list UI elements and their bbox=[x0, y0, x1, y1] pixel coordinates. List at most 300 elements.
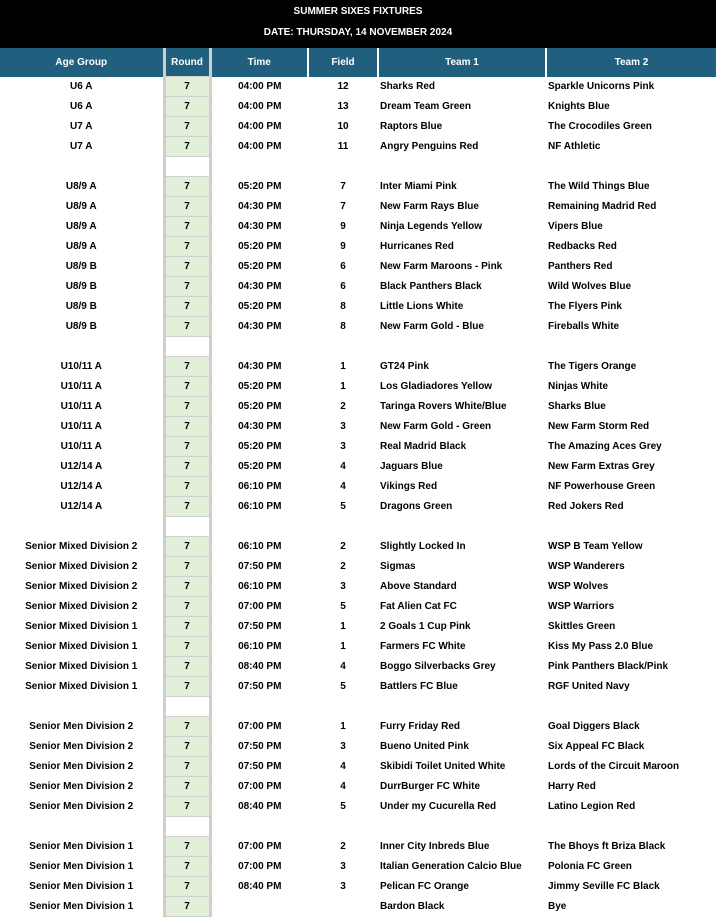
team-1-cell: Taringa Rovers White/Blue bbox=[380, 401, 507, 412]
team-2-cell: Panthers Red bbox=[548, 261, 613, 272]
spacer-cell bbox=[308, 697, 378, 717]
spacer-cell bbox=[210, 157, 308, 177]
spacer-cell bbox=[378, 517, 546, 537]
team-2-cell: Latino Legion Red bbox=[548, 801, 636, 812]
team-1-cell: Above Standard bbox=[380, 581, 457, 592]
team-1-cell: Fat Alien Cat FC bbox=[380, 601, 457, 612]
fixture-row bbox=[0, 277, 716, 297]
fixture-row bbox=[0, 437, 716, 457]
field-cell: 2 bbox=[340, 401, 346, 412]
round-cell: 7 bbox=[164, 837, 210, 857]
header-team-2: Team 2 bbox=[546, 48, 716, 77]
spacer-cell bbox=[378, 697, 546, 717]
time-cell: 07:50 PM bbox=[238, 681, 282, 692]
team-2-cell: NF Powerhouse Green bbox=[548, 481, 656, 492]
fixture-row bbox=[0, 657, 716, 677]
age-group-cell: Senior Men Division 2 bbox=[29, 801, 134, 812]
round-cell: 7 bbox=[164, 577, 210, 597]
field-cell: 7 bbox=[340, 181, 346, 192]
team-2-cell: The Crocodiles Green bbox=[548, 121, 652, 132]
spacer-cell bbox=[0, 817, 164, 837]
age-group-cell: Senior Men Division 2 bbox=[29, 781, 134, 792]
fixture-row bbox=[0, 797, 716, 817]
time-cell: 08:40 PM bbox=[238, 801, 282, 812]
spacer-cell bbox=[546, 517, 716, 537]
round-cell: 7 bbox=[164, 357, 210, 377]
fixture-row bbox=[0, 257, 716, 277]
team-2-cell: WSP Wolves bbox=[548, 581, 609, 592]
fixtures-table bbox=[0, 48, 716, 917]
round-cell: 7 bbox=[164, 417, 210, 437]
fixture-row bbox=[0, 417, 716, 437]
time-cell: 05:20 PM bbox=[238, 381, 282, 392]
round-cell: 7 bbox=[164, 197, 210, 217]
time-cell: 07:50 PM bbox=[238, 741, 282, 752]
team-1-cell: 2 Goals 1 Cup Pink bbox=[380, 621, 471, 632]
team-1-cell: Real Madrid Black bbox=[380, 441, 467, 452]
team-1-cell: Bardon Black bbox=[380, 901, 445, 912]
time-cell: 07:00 PM bbox=[238, 841, 282, 852]
team-1-cell: Little Lions White bbox=[380, 301, 464, 312]
team-2-cell: Bye bbox=[548, 901, 567, 912]
field-cell: 3 bbox=[340, 741, 346, 752]
fixture-row bbox=[0, 137, 716, 157]
age-group-cell: U12/14 A bbox=[60, 501, 103, 512]
round-cell: 7 bbox=[164, 717, 210, 737]
header-age-group: Age Group bbox=[0, 48, 164, 77]
team-1-cell: Skibidi Toilet United White bbox=[380, 761, 506, 772]
time-cell: 04:00 PM bbox=[238, 121, 282, 132]
age-group-cell: Senior Mixed Division 1 bbox=[25, 681, 138, 692]
team-2-cell: Pink Panthers Black/Pink bbox=[548, 661, 669, 672]
age-group-cell: Senior Mixed Division 2 bbox=[25, 561, 138, 572]
team-2-cell: The Bhoys ft Briza Black bbox=[548, 841, 666, 852]
time-cell: 04:00 PM bbox=[238, 81, 282, 92]
spacer-cell bbox=[164, 157, 210, 177]
field-cell: 2 bbox=[340, 561, 346, 572]
field-cell: 1 bbox=[340, 361, 346, 372]
fixture-row bbox=[0, 177, 716, 197]
team-1-cell: Sharks Red bbox=[380, 81, 436, 92]
age-group-cell: U8/9 B bbox=[65, 321, 97, 332]
team-1-cell: Dream Team Green bbox=[380, 101, 471, 112]
time-cell: 04:30 PM bbox=[238, 281, 282, 292]
time-cell: 07:00 PM bbox=[238, 601, 282, 612]
time-cell: 07:50 PM bbox=[238, 621, 282, 632]
team-1-cell: Inter Miami Pink bbox=[380, 181, 457, 192]
age-group-cell: U8/9 A bbox=[65, 241, 97, 252]
fixtures-date: DATE: THURSDAY, 14 NOVEMBER 2024 bbox=[263, 27, 453, 38]
field-cell: 11 bbox=[337, 141, 349, 152]
team-2-cell: The Wild Things Blue bbox=[548, 181, 650, 192]
field-cell: 3 bbox=[340, 441, 346, 452]
spacer-cell bbox=[210, 517, 308, 537]
team-2-cell: New Farm Extras Grey bbox=[548, 461, 655, 472]
team-1-cell: Dragons Green bbox=[380, 501, 453, 512]
age-group-cell: U8/9 B bbox=[65, 261, 97, 272]
age-group-cell: U12/14 A bbox=[60, 481, 103, 492]
round-cell: 7 bbox=[164, 557, 210, 577]
age-group-cell: Senior Men Division 2 bbox=[29, 761, 134, 772]
age-group-cell: U8/9 B bbox=[65, 281, 97, 292]
spacer-cell bbox=[546, 817, 716, 837]
field-cell: 1 bbox=[340, 721, 346, 732]
team-1-cell: Sigmas bbox=[380, 561, 416, 572]
team-2-cell: Sharks Blue bbox=[548, 401, 606, 412]
round-cell: 7 bbox=[164, 277, 210, 297]
time-cell: 07:50 PM bbox=[238, 561, 282, 572]
field-cell: 4 bbox=[340, 461, 346, 472]
time-cell: 04:30 PM bbox=[238, 201, 282, 212]
time-cell: 04:00 PM bbox=[238, 101, 282, 112]
round-cell: 7 bbox=[164, 497, 210, 517]
team-1-cell: GT24 Pink bbox=[380, 361, 429, 372]
spacer-cell bbox=[210, 337, 308, 357]
fixtures-body bbox=[0, 77, 716, 917]
team-2-cell: RGF United Navy bbox=[548, 681, 630, 692]
header-round: Round bbox=[164, 48, 210, 77]
round-cell: 7 bbox=[164, 237, 210, 257]
fixture-row bbox=[0, 497, 716, 517]
team-2-cell: WSP B Team Yellow bbox=[548, 541, 643, 552]
round-cell: 7 bbox=[164, 677, 210, 697]
team-2-cell: WSP Wanderers bbox=[548, 561, 625, 572]
age-group-cell: U12/14 A bbox=[60, 461, 103, 472]
round-cell: 7 bbox=[164, 257, 210, 277]
field-cell: 5 bbox=[340, 601, 346, 612]
fixture-row bbox=[0, 737, 716, 757]
fixture-row bbox=[0, 637, 716, 657]
team-1-cell: Furry Friday Red bbox=[380, 721, 461, 732]
fixture-row bbox=[0, 557, 716, 577]
team-2-cell: Harry Red bbox=[548, 781, 596, 792]
team-1-cell: New Farm Gold - Green bbox=[380, 421, 492, 432]
team-1-cell: New Farm Gold - Blue bbox=[380, 321, 484, 332]
time-cell: 05:20 PM bbox=[238, 241, 282, 252]
spacer-cell bbox=[210, 817, 308, 837]
age-group-cell: Senior Mixed Division 2 bbox=[25, 541, 138, 552]
time-cell: 07:50 PM bbox=[238, 761, 282, 772]
team-2-cell: Six Appeal FC Black bbox=[548, 741, 645, 752]
fixture-row bbox=[0, 757, 716, 777]
team-2-cell: Vipers Blue bbox=[548, 221, 603, 232]
time-cell bbox=[210, 897, 308, 917]
spacer-cell bbox=[164, 697, 210, 717]
fixture-row bbox=[0, 97, 716, 117]
time-cell: 07:00 PM bbox=[238, 781, 282, 792]
team-1-cell: Battlers FC Blue bbox=[380, 681, 458, 692]
team-2-cell: Kiss My Pass 2.0 Blue bbox=[548, 641, 654, 652]
field-cell: 9 bbox=[340, 221, 346, 232]
field-cell: 6 bbox=[340, 261, 346, 272]
time-cell: 06:10 PM bbox=[238, 501, 282, 512]
age-group-cell: Senior Mixed Division 1 bbox=[25, 661, 138, 672]
field-cell: 8 bbox=[340, 301, 346, 312]
field-cell: 2 bbox=[340, 841, 346, 852]
age-group-cell: U6 A bbox=[70, 101, 93, 112]
field-cell: 6 bbox=[340, 281, 346, 292]
spacer-cell bbox=[308, 337, 378, 357]
round-cell: 7 bbox=[164, 297, 210, 317]
team-2-cell: Wild Wolves Blue bbox=[548, 281, 632, 292]
field-cell: 3 bbox=[340, 581, 346, 592]
fixtures-title: SUMMER SIXES FIXTURES bbox=[293, 6, 423, 17]
spacer-cell bbox=[378, 817, 546, 837]
round-cell: 7 bbox=[164, 537, 210, 557]
spacer-cell bbox=[210, 697, 308, 717]
team-2-cell: The Tigers Orange bbox=[548, 361, 637, 372]
age-group-cell: Senior Mixed Division 2 bbox=[25, 581, 138, 592]
fixture-row bbox=[0, 217, 716, 237]
time-cell: 04:30 PM bbox=[238, 221, 282, 232]
fixture-row bbox=[0, 77, 716, 97]
fixture-row bbox=[0, 857, 716, 877]
spacer-cell bbox=[378, 337, 546, 357]
time-cell: 04:30 PM bbox=[238, 361, 282, 372]
header-row bbox=[0, 48, 716, 77]
team-2-cell: Red Jokers Red bbox=[548, 501, 624, 512]
spacer-cell bbox=[0, 697, 164, 717]
fixture-row bbox=[0, 877, 716, 897]
round-cell: 7 bbox=[164, 597, 210, 617]
team-1-cell: Under my Cucurella Red bbox=[380, 801, 497, 812]
team-1-cell: Angry Penguins Red bbox=[380, 141, 479, 152]
team-1-cell: Farmers FC White bbox=[380, 641, 466, 652]
time-cell: 05:20 PM bbox=[238, 181, 282, 192]
team-1-cell: Vikings Red bbox=[380, 481, 438, 492]
field-cell: 12 bbox=[337, 81, 349, 92]
age-group-cell: U8/9 A bbox=[65, 181, 97, 192]
field-cell: 4 bbox=[340, 481, 346, 492]
header-field: Field bbox=[308, 48, 378, 77]
team-2-cell: Sparkle Unicorns Pink bbox=[548, 81, 655, 92]
team-1-cell: Raptors Blue bbox=[380, 121, 443, 132]
round-cell: 7 bbox=[164, 437, 210, 457]
age-group-cell: Senior Mixed Division 1 bbox=[25, 641, 138, 652]
fixture-row bbox=[0, 597, 716, 617]
fixture-row bbox=[0, 317, 716, 337]
field-cell: 5 bbox=[340, 501, 346, 512]
field-cell: 3 bbox=[340, 421, 346, 432]
fixture-row bbox=[0, 197, 716, 217]
round-cell: 7 bbox=[164, 77, 210, 97]
field-cell: 10 bbox=[337, 121, 349, 132]
field-cell: 4 bbox=[340, 661, 346, 672]
time-cell: 04:30 PM bbox=[238, 321, 282, 332]
fixture-row bbox=[0, 837, 716, 857]
group-spacer bbox=[0, 817, 716, 837]
team-2-cell: Jimmy Seville FC Black bbox=[548, 881, 660, 892]
team-2-cell: The Flyers Pink bbox=[548, 301, 622, 312]
age-group-cell: U10/11 A bbox=[60, 401, 102, 412]
group-spacer bbox=[0, 697, 716, 717]
round-cell: 7 bbox=[164, 797, 210, 817]
fixture-row bbox=[0, 357, 716, 377]
fixture-row bbox=[0, 717, 716, 737]
field-cell: 7 bbox=[340, 201, 346, 212]
time-cell: 05:20 PM bbox=[238, 461, 282, 472]
team-1-cell: Los Gladiadores Yellow bbox=[380, 381, 493, 392]
field-cell: 5 bbox=[340, 681, 346, 692]
team-1-cell: Boggo Silverbacks Grey bbox=[380, 661, 496, 672]
spacer-cell bbox=[546, 697, 716, 717]
age-group-cell: U8/9 A bbox=[65, 221, 97, 232]
fixture-row bbox=[0, 237, 716, 257]
group-spacer bbox=[0, 157, 716, 177]
spacer-cell bbox=[0, 337, 164, 357]
time-cell: 07:00 PM bbox=[238, 721, 282, 732]
round-cell: 7 bbox=[164, 737, 210, 757]
spacer-cell bbox=[308, 517, 378, 537]
spacer-cell bbox=[0, 157, 164, 177]
fixture-row bbox=[0, 577, 716, 597]
fixture-row bbox=[0, 617, 716, 637]
field-cell: 5 bbox=[340, 801, 346, 812]
team-1-cell: Slightly Locked In bbox=[380, 541, 466, 552]
round-cell: 7 bbox=[164, 217, 210, 237]
fixture-row bbox=[0, 457, 716, 477]
header-team-1: Team 1 bbox=[378, 48, 546, 77]
field-cell: 1 bbox=[340, 641, 346, 652]
age-group-cell: Senior Men Division 2 bbox=[29, 721, 134, 732]
team-2-cell: Polonia FC Green bbox=[548, 861, 632, 872]
team-2-cell: Lords of the Circuit Maroon bbox=[548, 761, 680, 772]
age-group-cell: U7 A bbox=[70, 141, 93, 152]
fixture-row bbox=[0, 677, 716, 697]
field-cell: 1 bbox=[340, 621, 346, 632]
field-cell: 2 bbox=[340, 541, 346, 552]
time-cell: 06:10 PM bbox=[238, 641, 282, 652]
age-group-cell: U10/11 A bbox=[60, 441, 102, 452]
round-cell: 7 bbox=[164, 457, 210, 477]
age-group-cell: Senior Mixed Division 1 bbox=[25, 621, 138, 632]
round-cell: 7 bbox=[164, 397, 210, 417]
time-cell: 07:00 PM bbox=[238, 861, 282, 872]
team-2-cell: Ninjas White bbox=[548, 381, 609, 392]
round-cell: 7 bbox=[164, 117, 210, 137]
round-cell: 7 bbox=[164, 857, 210, 877]
time-cell: 08:40 PM bbox=[238, 661, 282, 672]
team-2-cell: Redbacks Red bbox=[548, 241, 617, 252]
team-1-cell: Hurricanes Red bbox=[380, 241, 454, 252]
age-group-cell: U8/9 A bbox=[65, 201, 97, 212]
team-1-cell: Inner City Inbreds Blue bbox=[380, 841, 490, 852]
time-cell: 05:20 PM bbox=[238, 261, 282, 272]
time-cell: 05:20 PM bbox=[238, 441, 282, 452]
team-1-cell: Jaguars Blue bbox=[380, 461, 443, 472]
team-2-cell: NF Athletic bbox=[548, 141, 601, 152]
spacer-cell bbox=[378, 157, 546, 177]
age-group-cell: Senior Men Division 1 bbox=[29, 841, 134, 852]
team-2-cell: Remaining Madrid Red bbox=[548, 201, 657, 212]
fixture-row bbox=[0, 477, 716, 497]
spacer-cell bbox=[308, 157, 378, 177]
fixture-row bbox=[0, 777, 716, 797]
age-group-cell: Senior Mixed Division 2 bbox=[25, 601, 138, 612]
spacer-cell bbox=[164, 817, 210, 837]
time-cell: 06:10 PM bbox=[238, 481, 282, 492]
age-group-cell: Senior Men Division 1 bbox=[29, 881, 134, 892]
round-cell: 7 bbox=[164, 477, 210, 497]
fixture-row bbox=[0, 117, 716, 137]
spacer-cell bbox=[308, 817, 378, 837]
field-cell: 1 bbox=[340, 381, 346, 392]
round-cell: 7 bbox=[164, 377, 210, 397]
round-cell: 7 bbox=[164, 177, 210, 197]
team-2-cell: WSP Warriors bbox=[548, 601, 615, 612]
team-2-cell: Fireballs White bbox=[548, 321, 620, 332]
fixture-row bbox=[0, 537, 716, 557]
round-cell: 7 bbox=[164, 657, 210, 677]
age-group-cell: U10/11 A bbox=[60, 361, 102, 372]
team-2-cell: Goal Diggers Black bbox=[548, 721, 640, 732]
team-1-cell: Ninja Legends Yellow bbox=[380, 221, 483, 232]
field-cell: 4 bbox=[340, 781, 346, 792]
group-spacer bbox=[0, 337, 716, 357]
spacer-cell bbox=[546, 337, 716, 357]
fixture-row bbox=[0, 897, 716, 917]
header-time: Time bbox=[210, 48, 308, 77]
team-2-cell: Skittles Green bbox=[548, 621, 616, 632]
age-group-cell: Senior Men Division 1 bbox=[29, 861, 134, 872]
time-cell: 08:40 PM bbox=[238, 881, 282, 892]
round-cell: 7 bbox=[164, 137, 210, 157]
time-cell: 05:20 PM bbox=[238, 401, 282, 412]
team-2-cell: The Amazing Aces Grey bbox=[548, 441, 662, 452]
team-1-cell: New Farm Rays Blue bbox=[380, 201, 479, 212]
round-cell: 7 bbox=[164, 637, 210, 657]
time-cell: 04:30 PM bbox=[238, 421, 282, 432]
fixture-row bbox=[0, 397, 716, 417]
round-cell: 7 bbox=[164, 317, 210, 337]
field-cell: 13 bbox=[337, 101, 349, 112]
field-cell: 4 bbox=[340, 761, 346, 772]
fixture-row bbox=[0, 297, 716, 317]
round-cell: 7 bbox=[164, 757, 210, 777]
time-cell: 06:10 PM bbox=[238, 541, 282, 552]
round-cell: 7 bbox=[164, 617, 210, 637]
age-group-cell: Senior Men Division 1 bbox=[29, 901, 134, 912]
time-cell: 05:20 PM bbox=[238, 301, 282, 312]
fixtures-banner bbox=[0, 0, 716, 48]
team-2-cell: New Farm Storm Red bbox=[548, 421, 650, 432]
team-1-cell: Pelican FC Orange bbox=[380, 881, 469, 892]
spacer-cell bbox=[0, 517, 164, 537]
field-cell: 3 bbox=[340, 861, 346, 872]
team-1-cell: Bueno United Pink bbox=[380, 741, 469, 752]
time-cell: 06:10 PM bbox=[238, 581, 282, 592]
fixture-row bbox=[0, 377, 716, 397]
team-1-cell: DurrBurger FC White bbox=[380, 781, 480, 792]
age-group-cell: U8/9 B bbox=[65, 301, 97, 312]
team-1-cell: Italian Generation Calcio Blue bbox=[380, 861, 522, 872]
spacer-cell bbox=[164, 337, 210, 357]
round-cell: 7 bbox=[164, 877, 210, 897]
age-group-cell: Senior Men Division 2 bbox=[29, 741, 134, 752]
time-cell: 04:00 PM bbox=[238, 141, 282, 152]
round-cell: 7 bbox=[164, 897, 210, 917]
team-1-cell: New Farm Maroons - Pink bbox=[380, 261, 503, 272]
age-group-cell: U7 A bbox=[70, 121, 93, 132]
field-cell: 8 bbox=[340, 321, 346, 332]
age-group-cell: U10/11 A bbox=[60, 381, 102, 392]
field-cell bbox=[308, 897, 378, 917]
group-spacer bbox=[0, 517, 716, 537]
age-group-cell: U6 A bbox=[70, 81, 93, 92]
age-group-cell: U10/11 A bbox=[60, 421, 102, 432]
spacer-cell bbox=[546, 157, 716, 177]
field-cell: 3 bbox=[340, 881, 346, 892]
